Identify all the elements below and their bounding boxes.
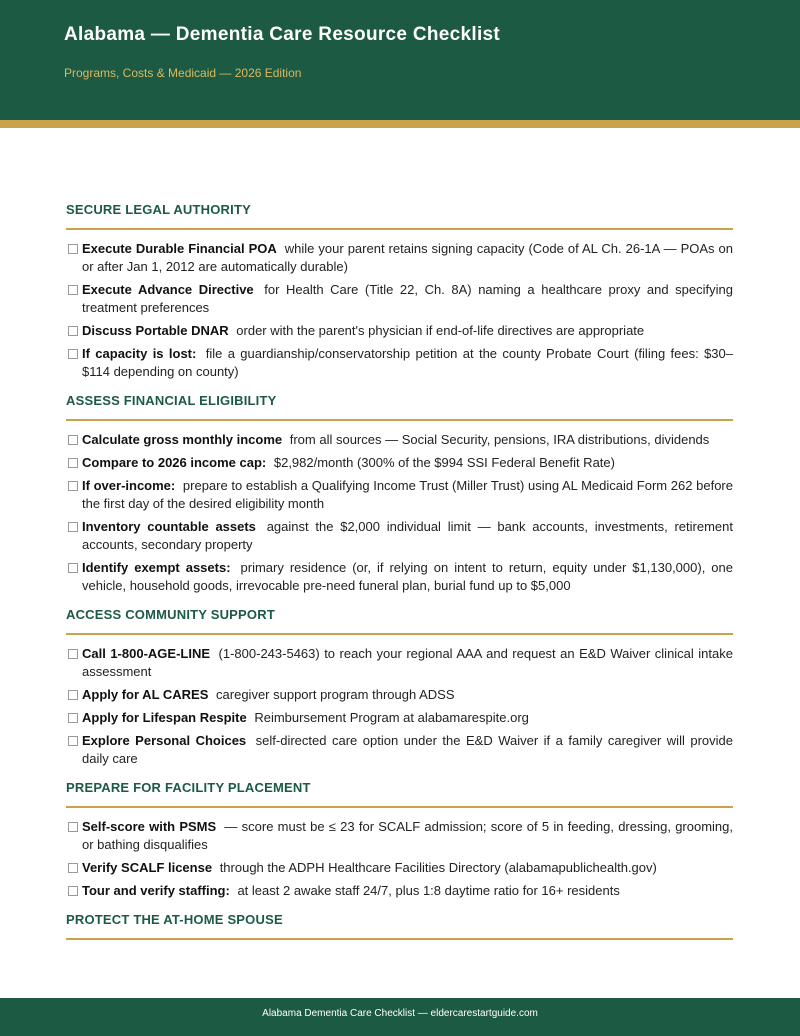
checklist-item — [66, 686, 733, 704]
section-title: PROTECT THE AT-HOME SPOUSE — [66, 912, 733, 940]
checklist-item — [66, 240, 733, 276]
item-lead: Inventory countable assets — [82, 519, 256, 534]
section-title: PREPARE FOR FACILITY PLACEMENT — [66, 780, 733, 808]
item-lead: If over-income: — [82, 478, 176, 493]
checkbox-icon[interactable] — [68, 863, 78, 873]
item-lead: Discuss Portable DNAR — [82, 323, 229, 338]
item-lead: Apply for AL CARES — [82, 687, 209, 702]
checklist-item — [66, 345, 733, 381]
checklist-item — [66, 518, 733, 554]
item-lead: Execute Advance Directive — [82, 282, 254, 297]
item-text: while your parent retains signing capacity (Code of AL Ch. 26-1A — POAs on or after Jan 1, 2012 are automatically durable) — [82, 241, 733, 274]
checklist-item — [66, 818, 733, 854]
item-lead: Compare to 2026 income cap: — [82, 455, 267, 470]
item-lead: Calculate gross monthly income — [82, 432, 283, 447]
item-text: through the ADPH Healthcare Facilities Directory (alabamapublichealth.gov) — [219, 860, 657, 875]
checklist-item — [66, 859, 733, 877]
checklist-item — [66, 431, 733, 449]
checklist-item — [66, 559, 733, 595]
item-lead: Tour and verify staffing: — [82, 883, 230, 898]
checklist-section — [66, 607, 733, 768]
item-lead: Identify exempt assets: — [82, 560, 231, 575]
item-lead: Call 1-800-AGE-LINE — [82, 646, 211, 661]
checklist-item — [66, 454, 733, 472]
checkbox-icon[interactable] — [68, 736, 78, 746]
checkbox-icon[interactable] — [68, 690, 78, 700]
checklist-item — [66, 281, 733, 317]
item-text: Reimbursement Program at alabamarespite.org — [254, 710, 529, 725]
page-footer — [0, 998, 800, 1036]
checklist-section — [66, 780, 733, 900]
item-text: file a guardianship/conservatorship petition at the county Probate Court (filing fees: $30–$114 depending on county) — [82, 346, 733, 379]
page-subtitle: Programs, Costs & Medicaid — 2026 Edition — [64, 66, 302, 80]
item-text: caregiver support program through ADSS — [216, 687, 455, 702]
item-text: primary residence (or, if relying on intent to return, equity under $1,130,000), one vehicle, household goods, irrevocable pre-need funeral plan, burial fund up to $5,000 — [82, 560, 733, 593]
checkbox-icon[interactable] — [68, 481, 78, 491]
section-title: SECURE LEGAL AUTHORITY — [66, 202, 733, 230]
item-lead: Self-score with PSMS — [82, 819, 217, 834]
section-title: ASSESS FINANCIAL ELIGIBILITY — [66, 393, 733, 421]
checkbox-icon[interactable] — [68, 563, 78, 573]
item-text: for Health Care (Title 22, Ch. 8A) naming a healthcare proxy and specifying treatment preferences — [82, 282, 733, 315]
checklist-item — [66, 645, 733, 681]
item-text: (1-800-243-5463) to reach your regional AAA and request an E&D Waiver clinical intake assessment — [82, 646, 733, 679]
page-header — [0, 0, 800, 120]
checklist-section — [66, 202, 733, 381]
item-text: against the $2,000 individual limit — bank accounts, investments, retirement accounts, secondary property — [82, 519, 733, 552]
item-text: $2,982/month (300% of the $994 SSI Federal Benefit Rate) — [273, 455, 615, 470]
item-text: from all sources — Social Security, pensions, IRA distributions, dividends — [289, 432, 710, 447]
item-text: order with the parent's physician if end-of-life directives are appropriate — [236, 323, 645, 338]
checkbox-icon[interactable] — [68, 435, 78, 445]
item-text: prepare to establish a Qualifying Income Trust (Miller Trust) using AL Medicaid Form 262 before the first day of the desired eligibility month — [82, 478, 733, 511]
checkbox-icon[interactable] — [68, 326, 78, 336]
checkbox-icon[interactable] — [68, 285, 78, 295]
item-lead: Explore Personal Choices — [82, 733, 247, 748]
item-text: self-directed care option under the E&D Waiver if a family caregiver will provide daily care — [82, 733, 733, 766]
checklist-content — [66, 202, 733, 952]
item-lead: Verify SCALF license — [82, 860, 213, 875]
item-lead: Apply for Lifespan Respite — [82, 710, 247, 725]
checklist-item — [66, 322, 733, 340]
checklist-item — [66, 882, 733, 900]
checkbox-icon[interactable] — [68, 522, 78, 532]
section-title: ACCESS COMMUNITY SUPPORT — [66, 607, 733, 635]
item-text: at least 2 awake staff 24/7, plus 1:8 daytime ratio for 16+ residents — [237, 883, 620, 898]
checklist-item — [66, 732, 733, 768]
checkbox-icon[interactable] — [68, 822, 78, 832]
footer-text: Alabama Dementia Care Checklist — eldercarestartguide.com — [262, 1008, 538, 1019]
item-lead: Execute Durable Financial POA — [82, 241, 277, 256]
checkbox-icon[interactable] — [68, 349, 78, 359]
checkbox-icon[interactable] — [68, 458, 78, 468]
checkbox-icon[interactable] — [68, 886, 78, 896]
checklist-item — [66, 709, 733, 727]
item-lead: If capacity is lost: — [82, 346, 197, 361]
checkbox-icon[interactable] — [68, 713, 78, 723]
checkbox-icon[interactable] — [68, 649, 78, 659]
item-text: — score must be ≤ 23 for SCALF admission; score of 5 in feeding, dressing, grooming, or bathing disqualifies — [82, 819, 733, 852]
checklist-section — [66, 912, 733, 940]
header-divider — [0, 120, 800, 128]
page-title: Alabama — Dementia Care Resource Checklist — [64, 24, 501, 45]
checklist-item — [66, 477, 733, 513]
checkbox-icon[interactable] — [68, 244, 78, 254]
checklist-section — [66, 393, 733, 595]
